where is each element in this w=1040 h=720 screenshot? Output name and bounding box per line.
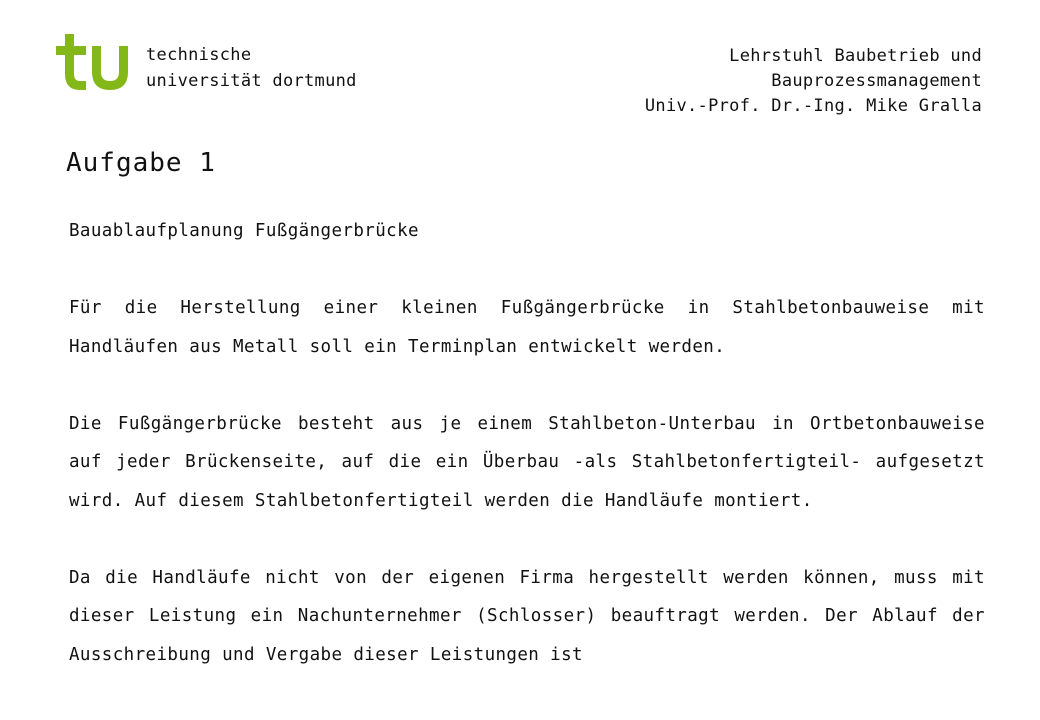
chair-line-3: Univ.-Prof. Dr.-Ing. Mike Gralla (644, 96, 982, 116)
chair-line-1: Lehrstuhl Baubetrieb und (729, 46, 982, 66)
university-line-2: universität dortmund (146, 71, 357, 91)
page-header (0, 0, 1040, 130)
chair-line-2: Bauprozessmanagement (771, 71, 982, 91)
chair-info (645, 44, 982, 119)
paragraph-3: Da die Handläufe nicht von der eigenen Firma hergestellt werden können, muss mit dieser Leistung ein Nachunternehmer (Schlosser) beauftragt werden. Der Ablauf der Ausschreibung und Vergabe dieser Leistungen ist (69, 567, 985, 665)
university-line-1: technische (146, 45, 252, 65)
document-subtitle: Bauablaufplanung Fußgängerbrücke (69, 221, 419, 241)
page-title: Aufgabe 1 (66, 148, 216, 178)
paragraph-2: Die Fußgängerbrücke besteht aus je einem Stahlbeton-Unterbau in Ortbetonbauweise auf jeder Brückenseite, auf die ein Überbau -als Stahlbetonfertigteil- aufgesetzt wird. Auf diesem Stahlbetonfertigteil werden die Handläufe montiert. (69, 413, 985, 511)
document-body (69, 212, 985, 713)
paragraph-1: Für die Herstellung einer kleinen Fußgängerbrücke in Stahlbetonbauweise mit Handläufen aus Metall soll ein Terminplan entwickelt werden. (69, 298, 985, 357)
tu-logo (56, 34, 134, 90)
university-name (146, 42, 357, 94)
